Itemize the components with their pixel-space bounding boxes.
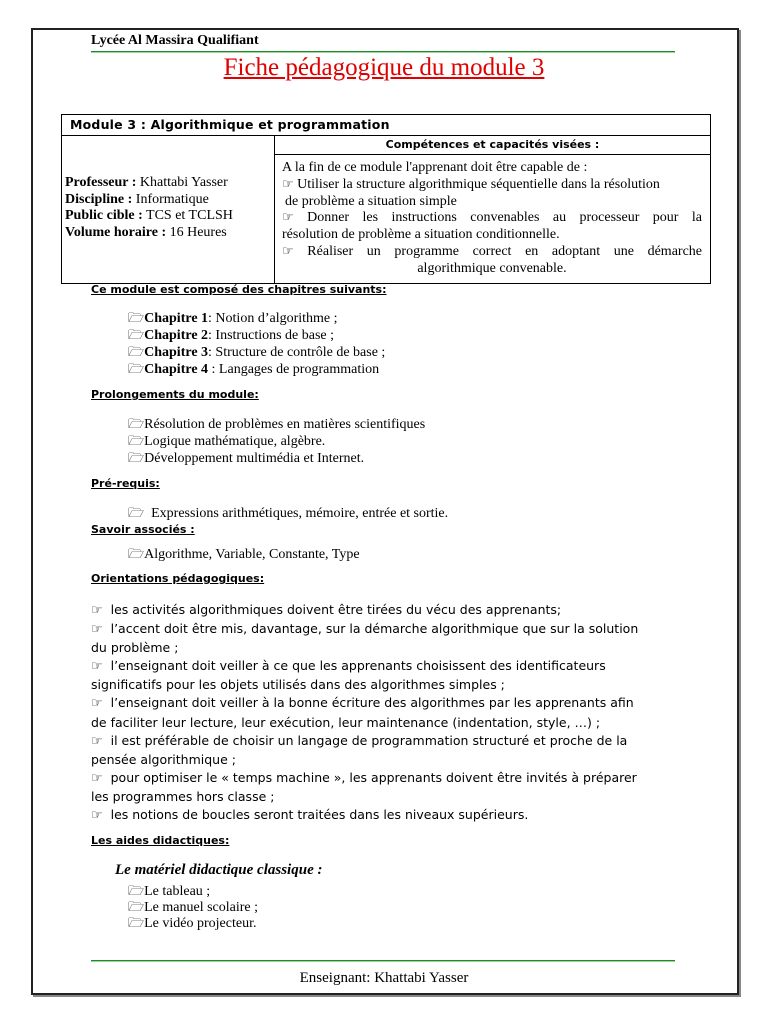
- open-folder-icon: 🗁: [128, 434, 145, 449]
- professor-row: Professeur : Khattabi Yasser: [65, 175, 228, 190]
- orientation-line: du problème ;: [91, 640, 179, 656]
- competence-line: ☞ Utiliser la structure algorithmique séquentielle dans la résolution: [282, 176, 660, 192]
- header-divider: [91, 51, 675, 53]
- orientation-line: ☞ il est préférable de choisir un langage de programmation structuré et proche de la: [91, 732, 628, 749]
- aide-item: 🗁Le vidéo projecteur.: [128, 916, 257, 931]
- pointing-hand-icon: ☞: [282, 210, 294, 226]
- module-heading: Module 3 : Algorithmique et programmation: [70, 117, 390, 132]
- prolongements-heading: Prolongements du module:: [91, 388, 259, 401]
- competence-line: algorithmique convenable.: [417, 260, 567, 276]
- prolongement-item: 🗁Logique mathématique, algèbre.: [128, 434, 326, 449]
- orientation-line: ☞ les activités algorithmiques doivent être tirées du vécu des apprenants;: [91, 602, 562, 618]
- professor-value: Khattabi Yasser: [139, 175, 228, 190]
- prerequis-item: 🗁 Expressions arithmétiques, mémoire, entrée et sortie.: [128, 506, 449, 521]
- orientation-line: ☞ l’accent doit être mis, davantage, sur la démarche algorithmique que sur la solution: [91, 621, 639, 638]
- open-folder-icon: 🗁: [128, 362, 145, 377]
- materiel-title: Le matériel didactique classique :: [115, 862, 323, 878]
- orientation-line: significatifs pour les objets utilisés dans des algorithmes simples ;: [91, 677, 505, 693]
- discipline-value: Informatique: [135, 191, 209, 207]
- pointing-hand-icon: ☞: [91, 770, 103, 786]
- chapitres-heading: Ce module est composé des chapitres suivants:: [91, 283, 387, 296]
- prerequis-heading: Pré-requis:: [91, 477, 160, 490]
- open-folder-icon: 🗁: [128, 547, 145, 562]
- competence-line: de problème a situation simple: [285, 193, 457, 209]
- savoir-item: 🗁Algorithme, Variable, Constante, Type: [128, 547, 360, 562]
- competences-intro: A la fin de ce module l'apprenant doit être capable de :: [282, 160, 588, 175]
- open-folder-icon: 🗁: [128, 311, 145, 326]
- pointing-hand-icon: ☞: [91, 603, 103, 618]
- prolongement-item: 🗁Développement multimédia et Internet.: [128, 451, 365, 466]
- open-folder-icon: 🗁: [128, 417, 145, 432]
- open-folder-icon: 🗁: [128, 345, 145, 360]
- pointing-hand-icon: ☞: [282, 243, 294, 259]
- open-folder-icon: 🗁: [128, 328, 145, 343]
- footer-teacher: Enseignant: Khattabi Yasser: [299, 970, 469, 986]
- open-folder-icon: 🗁: [128, 900, 145, 915]
- orientation-line: les programmes hors classe ;: [91, 788, 275, 804]
- module-heading-row: [62, 115, 710, 136]
- footer-divider: [91, 960, 675, 962]
- module-info: [65, 175, 233, 241]
- aide-item: 🗁Le tableau ;: [128, 884, 211, 899]
- chapter-item: 🗁Chapitre 4 : Langages de programmation: [128, 362, 380, 377]
- orientations-list: [91, 601, 675, 825]
- prolongement-item: 🗁Résolution de problèmes en matières scientifiques: [128, 417, 426, 432]
- savoir-heading: Savoir associés :: [91, 523, 195, 536]
- document-title: Fiche pédagogique du module 3: [223, 54, 545, 81]
- orientations-heading: Orientations pédagogiques:: [91, 572, 265, 585]
- open-folder-icon: 🗁: [128, 451, 145, 466]
- orientation-line: ☞ les notions de boucles seront traitées dans les niveaux supérieurs.: [91, 807, 529, 824]
- pointing-hand-icon: ☞: [91, 733, 103, 749]
- aide-item: 🗁Le manuel scolaire ;: [128, 900, 259, 915]
- competence-line: résolution de problème a situation conditionnelle.: [282, 227, 560, 243]
- table-column-divider: [274, 135, 275, 283]
- pointing-hand-icon: ☞: [91, 622, 103, 638]
- pointing-hand-icon: ☞: [91, 696, 103, 712]
- orientation-line: ☞ l’enseignant doit veiller à la bonne écriture des algorithmes par les apprenants afin: [91, 695, 634, 712]
- module-table: [61, 114, 711, 284]
- discipline-row: Discipline : Informatique: [65, 191, 209, 207]
- competence-line: ☞ Donner les instructions convenables au processeur pour la: [282, 210, 703, 226]
- pointing-hand-icon: ☞: [91, 808, 103, 824]
- chapter-item: 🗁Chapitre 2: Instructions de base ;: [128, 328, 335, 343]
- open-folder-icon: 🗁: [128, 916, 145, 931]
- volume-value: 16 Heures: [169, 224, 227, 240]
- aides-heading: Les aides didactiques:: [91, 834, 230, 847]
- competences-title: Compétences et capacités visées :: [275, 136, 710, 155]
- orientation-line: pensée algorithmique ;: [91, 751, 236, 767]
- open-folder-icon: 🗁: [128, 884, 145, 899]
- public-value: TCS et TCLSH: [146, 208, 233, 223]
- school-name: Lycée Al Massira Qualifiant: [91, 33, 259, 48]
- competences-text: [282, 160, 702, 278]
- competence-line: ☞ Réaliser un programme correct en adoptant une démarche: [282, 243, 702, 259]
- open-folder-icon: 🗁: [128, 506, 145, 521]
- pointing-hand-icon: ☞: [282, 176, 294, 192]
- volume-row: Volume horaire : 16 Heures: [65, 224, 227, 240]
- orientation-line: ☞ pour optimiser le « temps machine », les apprenants doivent être invités à préparer: [91, 769, 637, 786]
- orientation-line: ☞ l’enseignant doit veiller à ce que les apprenants choisissent des identificateurs: [91, 658, 606, 675]
- chapter-item: 🗁Chapitre 1: Notion d’algorithme ;: [128, 311, 338, 326]
- public-row: Public cible : TCS et TCLSH: [65, 208, 233, 223]
- orientation-line: de faciliter leur lecture, leur exécution, leur maintenance (indentation, style, …) ;: [91, 714, 601, 730]
- chapter-item: 🗁Chapitre 3: Structure de contrôle de base ;: [128, 345, 386, 360]
- pointing-hand-icon: ☞: [91, 659, 103, 675]
